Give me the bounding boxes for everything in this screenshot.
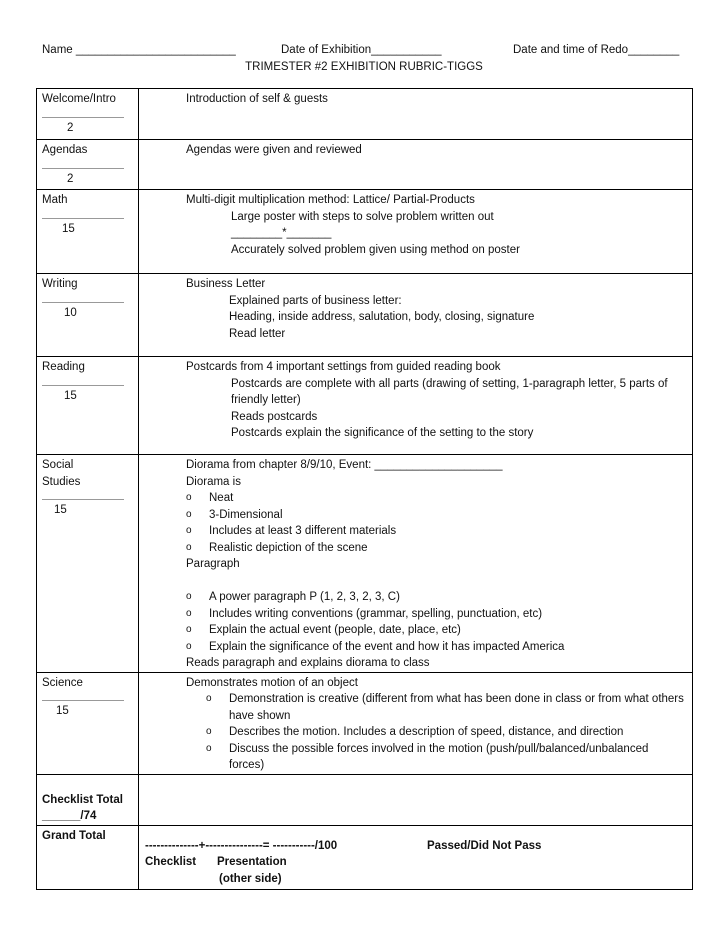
date-of-redo-field: Date and time of Redo________ <box>513 44 680 56</box>
bullet-icon: o <box>186 624 192 635</box>
bullet-icon: o <box>206 726 212 737</box>
score-line <box>42 293 124 303</box>
bullet-icon: o <box>206 742 212 754</box>
name-field: Name _________________________ <box>42 44 236 56</box>
criteria-text: Business Letter <box>186 278 266 290</box>
category-label: Grand Total <box>42 829 106 842</box>
rubric-row-checklist-total <box>37 774 693 825</box>
points-value: 15 <box>62 222 75 235</box>
category-label: Studies <box>42 475 81 488</box>
category-cell <box>37 455 139 673</box>
page-title: TRIMESTER #2 EXHIBITION RUBRIC-TIGGS <box>245 61 483 73</box>
criteria-cell <box>139 672 693 774</box>
category-cell <box>37 774 139 825</box>
rubric-row-agendas <box>37 140 693 190</box>
grand-total-labels <box>145 854 688 871</box>
category-cell <box>37 89 139 140</box>
list-item: o Includes writing conventions (grammar, spelling, punctuation, etc) <box>186 606 686 623</box>
score-value: ______/74 <box>42 810 97 822</box>
checklist-label: Checklist <box>145 856 197 868</box>
pass-status: Passed/Did Not Pass <box>427 839 542 852</box>
bullet-icon: o <box>186 508 192 520</box>
list-item: o Demonstration is creative (different from what has been done in class or from what others have shown <box>186 691 686 724</box>
points-value: 15 <box>56 705 69 717</box>
criteria-text: Paragraph <box>186 558 240 570</box>
criteria-text: ________*_______ <box>231 227 332 239</box>
header <box>42 44 686 60</box>
bullet-icon: o <box>186 525 192 536</box>
criteria-cell <box>139 455 693 673</box>
criteria-text: Introduction of self & guests <box>186 93 328 105</box>
points-value: 2 <box>67 172 74 185</box>
list-item: o Neat <box>186 490 686 507</box>
list-item: o Explain the actual event (people, date, place, etc) <box>186 622 686 639</box>
formula-text: --------------+---------------= -----------/100 <box>145 839 338 852</box>
other-side-label: (other side) <box>219 872 282 885</box>
rubric-row-grand-total <box>37 825 693 889</box>
criteria-text: Accurately solved problem given using method on poster <box>231 243 520 256</box>
category-label: Reading <box>42 361 85 373</box>
rubric-row-science <box>37 672 693 774</box>
rubric-row-reading <box>37 357 693 455</box>
bullet-icon: o <box>186 591 192 602</box>
criteria-text: Multi-digit multiplication method: Lattice/ Partial-Products <box>186 194 475 206</box>
bullet-icon: o <box>186 607 192 619</box>
list-item: o A power paragraph P (1, 2, 3, 2, 3, C) <box>186 589 686 606</box>
criteria-text: Diorama from chapter 8/9/10, Event: ____________________ <box>186 459 503 471</box>
score-line <box>42 691 124 701</box>
category-label: Welcome/Intro <box>42 93 116 105</box>
criteria-text: Postcards from 4 important settings from guided reading book <box>186 361 501 373</box>
score-line <box>42 108 124 118</box>
points-value: 15 <box>64 389 77 402</box>
criteria-text: Reads postcards <box>231 410 318 423</box>
date-of-exhibition-field: Date of Exhibition___________ <box>281 44 442 56</box>
criteria-text: Reads paragraph and explains diorama to class <box>186 657 430 669</box>
criteria-text: Explained parts of business letter: <box>229 294 402 307</box>
grand-total-formula <box>145 838 688 855</box>
points-value: 10 <box>64 306 77 319</box>
category-cell <box>37 825 139 889</box>
score-line <box>42 159 124 169</box>
criteria-text: Postcards are complete with all parts (drawing of setting, 1-paragraph letter, 5 parts of friendly letter) <box>231 377 668 406</box>
category-label: Social <box>42 459 74 471</box>
criteria-text: Agendas were given and reviewed <box>186 144 362 156</box>
score-line <box>42 376 124 386</box>
criteria-cell <box>139 357 693 455</box>
bullet-icon: o <box>206 693 212 704</box>
rubric-row-math <box>37 190 693 274</box>
category-cell <box>37 274 139 357</box>
criteria-cell <box>139 190 693 274</box>
bullet-icon: o <box>186 492 192 503</box>
category-label: Math <box>42 194 68 206</box>
category-cell <box>37 357 139 455</box>
points-value: 2 <box>67 121 74 134</box>
criteria-cell <box>139 274 693 357</box>
bullet-icon: o <box>186 541 192 553</box>
category-label: Writing <box>42 278 78 290</box>
criteria-text: Heading, inside address, salutation, body, closing, signature <box>229 311 535 323</box>
category-label: Science <box>42 676 83 689</box>
criteria-text: Postcards explain the significance of the setting to the story <box>231 427 534 439</box>
rubric-row-writing <box>37 274 693 357</box>
points-value: 15 <box>54 504 67 516</box>
criteria-text: Large poster with steps to solve problem written out <box>231 210 494 223</box>
list-item: o Explain the significance of the event and how it has impacted America <box>186 639 686 656</box>
criteria-text: Read letter <box>229 327 286 340</box>
score-line <box>42 490 124 500</box>
bullet-icon: o <box>186 640 192 652</box>
category-label: Agendas <box>42 144 88 156</box>
list-item: o Includes at least 3 different materials <box>186 523 686 540</box>
category-cell <box>37 190 139 274</box>
criteria-text: Diorama is <box>186 475 241 488</box>
criteria-cell <box>139 89 693 140</box>
category-label: Checklist Total <box>42 793 123 806</box>
rubric-row-social-studies <box>37 455 693 673</box>
criteria-text: Demonstrates motion of an object <box>186 676 358 689</box>
category-cell <box>37 672 139 774</box>
criteria-cell <box>139 140 693 190</box>
rubric-table <box>36 88 693 890</box>
criteria-cell <box>139 774 693 825</box>
list-item: o Realistic depiction of the scene <box>186 540 686 557</box>
score-line <box>42 209 124 219</box>
presentation-label: Presentation <box>217 856 287 868</box>
category-cell <box>37 140 139 190</box>
list-item: o 3-Dimensional <box>186 507 686 524</box>
rubric-row-welcome <box>37 89 693 140</box>
list-item: o Discuss the possible forces involved in the motion (push/pull/balanced/unbalanced forces) <box>186 741 686 774</box>
list-item: o Describes the motion. Includes a description of speed, distance, and direction <box>186 724 686 741</box>
grand-total-cell <box>139 825 693 889</box>
